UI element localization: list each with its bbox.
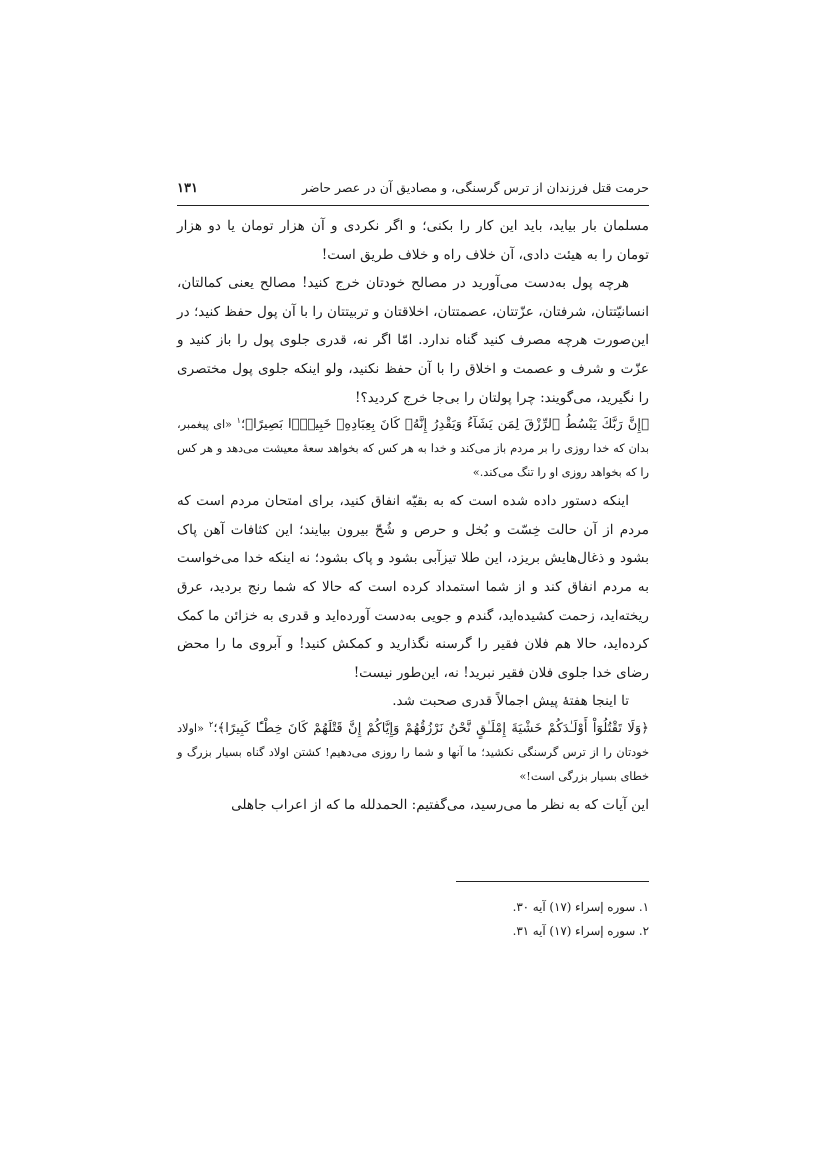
paragraph-2: هرچه پول به‌دست می‌آورید در مصالح خودتان خرج کنید! مصالح یعنی کمالتان، انسانیّتتان، شرفتان، عزّتتان، عصمتتان، اخلاقتان و تربیتتان را با آن پول حفظ کنید؛ در این‌صورت هرچه مصرف کنید گناه ندارد. امّا اگر نه، قدری جلوی پول را باز کنید و عزّت و شرف و عصمت و اخلاق را با آن حفظ نکنید، ولو اینکه جلوی پول مختصری را نگیرید، می‌گویند: چرا پولتان را بی‌جا خرج کردید؟! [177, 275, 649, 406]
paragraph-5: این آیات که به نظر ما می‌رسید، می‌گفتیم: الحمدلله ما که از اعراب جاهلی [231, 796, 649, 813]
running-header [177, 180, 649, 202]
footnote-ref-1: ۱ [236, 416, 241, 426]
quote-block-2 [177, 716, 649, 788]
footnotes [177, 895, 649, 943]
paragraph-4: تا اینجا هفتهٔ پیش اجمالاً قدری صحبت شد. [392, 693, 629, 710]
header-title: حرمت قتل فرزندان از ترس گرسنگی، و مصادیق آن در عصر حاضر [301, 180, 649, 195]
quran-verse-1: ﴿إِنَّ رَبَّكَ يَبْسُطُ ٱلرِّزْقَ لِمَن يَشَآءُ وَيَقْدِرُ إِنَّهُۥ كَانَ بِعِبَادِهِۦ خَبِيرًۢا بَصِيرًا﴾؛ [240, 417, 649, 433]
body-text [177, 212, 649, 820]
book-page [177, 0, 649, 1169]
quote-block-1 [177, 412, 649, 484]
verse-translation-1: «ای پیغمبر، بدان که خدا روزی را بر مردم باز می‌کند و خدا به هر کس که بخواهد سعهٔ معیشت می‌دهد و هر کس را که بخواهد روزی او را تنگ می‌کند.» [177, 418, 649, 480]
quran-verse-2: ﴿وَلَا تَقْتُلُوٓاْ أَوْلَـٰدَكُمْ خَشْيَةَ إِمْلَـٰقٍ نَّحْنُ نَرْزُقُهُمْ وَإِيَّاكُمْ إِنَّ قَتْلَهُمْ كَانَ خِطْـًٔا كَبِيرًا﴾؛ [213, 720, 649, 736]
verse-translation-2: «اولاد خودتان را از ترس گرسنگی نکشید؛ ما آنها و شما را روزی می‌دهیم! کشتن اولاد گناه بسیار بزرگ و خطای بسیار بزرگی است!» [177, 721, 649, 783]
footnote-divider [456, 881, 649, 882]
footnote-2: ۲. سوره إسراء (۱۷) آیه ۳۱. [512, 924, 649, 938]
paragraph-1: مسلمان بار بیاید، باید این کار را بکنی؛ و اگر نکردی و آن هزار تومان یا دو هزار تومان را به هیئت دادی، آن خلاف راه و خلاف طریق است! [177, 218, 649, 263]
paragraph-3: اینکه دستور داده شده است که به بقیّه انفاق کنید، برای امتحان مردم است که مردم از آن حالت خِسّت و بُخل و حرص و شُحّ بیرون بیایند؛ این کثافات آهن پاک بشود و ذغال‌هایش بریزد، این طلا تیزآبی بشود و پاک بشود؛ نه اینکه خدا می‌خواست به مردم انفاق کند و از شما استمداد کرده است که حالا که شما رنج بردید، عرق ریخته‌اید، زحمت کشیده‌اید، گندم و جویی به‌دست آورده‌اید و قدری به خزائن ما کمک کرده‌اید، حالا هم فلان فقیر را گرسنه نگذارید و کمکش کنید! و آبروی ما را محض رضای خدا جلوی فلان فقیر نبرید! نه، این‌طور نیست! [177, 493, 649, 681]
page-number: ۱۳۱ [177, 181, 198, 196]
footnote-1: ۱. سوره إسراء (۱۷) آیه ۳۰. [512, 900, 649, 914]
footnote-ref-2: ۲ [209, 719, 214, 729]
header-divider [177, 205, 649, 206]
